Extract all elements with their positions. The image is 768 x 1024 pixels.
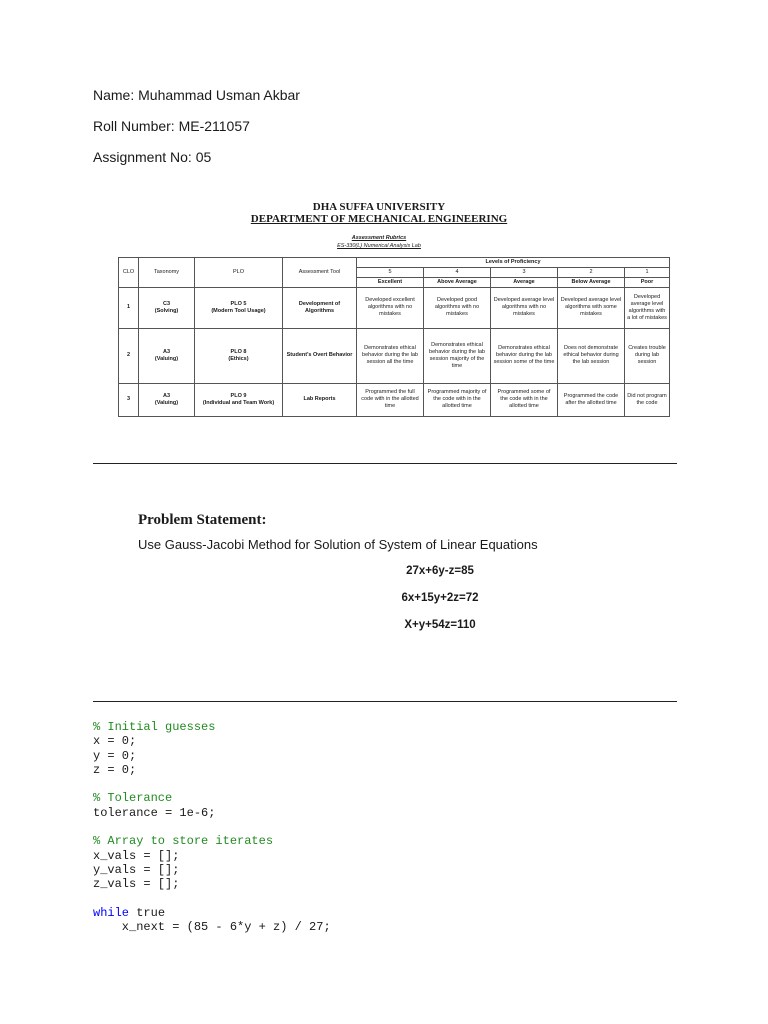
level-score: 1 [625, 267, 670, 277]
code-line: z_vals = []; [93, 877, 180, 892]
level-cell: Demonstrates ethical behavior during the lab session some of the time [491, 328, 558, 383]
code-line: x_next = (85 - 6*y + z) / 27; [93, 920, 331, 935]
taxonomy-name: (Valuing) [154, 399, 179, 406]
plo-cell [195, 328, 283, 383]
level-cell: Programmed the full code with in the allotted time [357, 383, 424, 416]
department-name: DEPARTMENT OF MECHANICAL ENGINEERING [250, 213, 508, 225]
level-cell: Developed good algorithms with no mistakes [424, 287, 491, 328]
tool-cell: Development of Algorithms [283, 287, 357, 328]
taxonomy-name: (Solving) [154, 307, 179, 314]
level-cell: Developed average level algorithms with some mistakes [558, 287, 625, 328]
code-comment: % Tolerance [93, 791, 173, 806]
level-cell: Did not program the code [625, 383, 670, 416]
code-line: x_vals = []; [93, 848, 180, 863]
taxonomy-cell [139, 287, 195, 328]
clo-cell: 3 [119, 383, 139, 416]
table-row [119, 383, 670, 416]
university-name: DHA SUFFA UNIVERSITY [312, 201, 446, 213]
code-line: tolerance = 1e-6; [93, 805, 216, 820]
taxonomy-cell [139, 328, 195, 383]
code-keyword: while [93, 905, 130, 920]
header-levels: Levels of Proficiency [357, 258, 670, 268]
divider [93, 701, 677, 702]
level-cell: Programmed some of the code with in the allotted time [491, 383, 558, 416]
code-line-while [93, 906, 331, 920]
rubric-table [118, 257, 670, 417]
assignment-line: Assignment No: 05 [93, 149, 212, 165]
level-score: 4 [424, 267, 491, 277]
clo-cell: 2 [119, 328, 139, 383]
equation: X+y+54z=110 [404, 619, 476, 631]
name-line: Name: Muhammad Usman Akbar [93, 87, 300, 103]
header-plo: PLO [195, 258, 283, 288]
plo-name: (Modern Tool Usage) [211, 307, 266, 314]
code-text: true [129, 905, 166, 920]
taxonomy-code: C3 [162, 300, 171, 307]
code-comment: % Initial guesses [93, 720, 216, 734]
level-cell: Creates trouble during lab session [625, 328, 670, 383]
tool-cell: Lab Reports [283, 383, 357, 416]
level-cell: Developed excellent algorithms with no mistakes [357, 287, 424, 328]
level-label: Below Average [558, 277, 625, 287]
table-row [119, 328, 670, 383]
code-blank [93, 892, 331, 906]
plo-code: PLO 5 [230, 300, 247, 307]
taxonomy-code: A3 [162, 348, 171, 355]
level-cell: Developed average level algorithms with no mistakes [491, 287, 558, 328]
level-score: 2 [558, 267, 625, 277]
header-taxonomy: Taxonomy [139, 258, 195, 288]
plo-cell [195, 287, 283, 328]
taxonomy-name: (Valuing) [154, 355, 179, 362]
code-blank [93, 777, 331, 791]
equation: 6x+15y+2z=72 [401, 592, 479, 604]
plo-name: (Ethics) [228, 355, 249, 362]
equation: 27x+6y-z=85 [406, 565, 474, 577]
roll-number-line: Roll Number: ME-211057 [93, 118, 250, 134]
plo-cell [195, 383, 283, 416]
level-cell: Demonstrates ethical behavior during the lab session majority of the time [424, 328, 491, 383]
code-line: y = 0; [93, 748, 137, 763]
plo-name: (Individual and Team Work) [202, 399, 275, 406]
rubric-subtitle: ES-330(L) Numerical Analysis Lab [337, 243, 421, 249]
divider [93, 463, 677, 464]
code-block [93, 720, 331, 934]
level-score: 5 [357, 267, 424, 277]
tool-cell: Student's Overt Behavior [283, 328, 357, 383]
code-blank [93, 820, 331, 834]
problem-statement-title: Problem Statement: [138, 512, 267, 528]
level-score: 3 [491, 267, 558, 277]
code-line: y_vals = []; [93, 862, 180, 877]
code-comment: % Array to store iterates [93, 834, 274, 849]
rubric-title: Assessment Rubrics [351, 235, 407, 241]
table-row [119, 287, 670, 328]
code-line: z = 0; [93, 762, 137, 777]
level-label: Average [491, 277, 558, 287]
header-assessment-tool: Assessment Tool [283, 258, 357, 288]
level-label: Poor [625, 277, 670, 287]
taxonomy-code: A3 [162, 392, 171, 399]
plo-code: PLO 9 [230, 392, 247, 399]
level-cell: Programmed majority of the code with in the allotted time [424, 383, 491, 416]
code-line: x = 0; [93, 734, 137, 749]
taxonomy-cell [139, 383, 195, 416]
level-label: Excellent [357, 277, 424, 287]
problem-statement-text: Use Gauss-Jacobi Method for Solution of System of Linear Equations [138, 537, 538, 552]
level-label: Above Average [424, 277, 491, 287]
level-cell: Programmed the code after the allotted time [558, 383, 625, 416]
level-cell: Does not demonstrate ethical behavior during the lab session [558, 328, 625, 383]
level-cell: Developed average level algorithms with a lot of mistakes [625, 287, 670, 328]
clo-cell: 1 [119, 287, 139, 328]
header-clo: CLO [119, 258, 139, 288]
level-cell: Demonstrates ethical behavior during the lab session all the time [357, 328, 424, 383]
plo-code: PLO 8 [230, 348, 247, 355]
